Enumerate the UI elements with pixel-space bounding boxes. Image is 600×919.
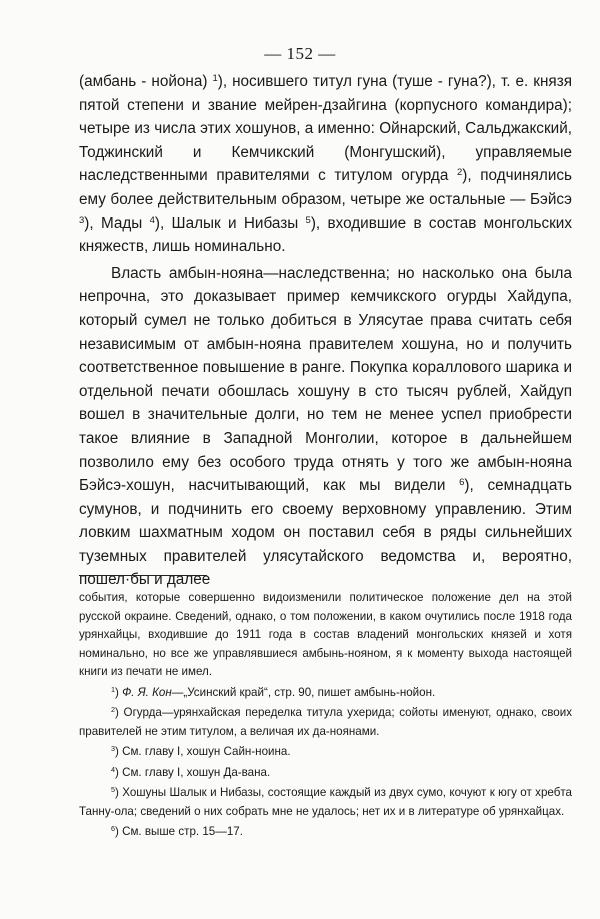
footnote-ref[interactable]: 3 <box>79 214 85 226</box>
footnotes <box>79 589 572 842</box>
footnote-mark: 4 <box>111 764 115 774</box>
footnote-mark: 2 <box>111 705 115 715</box>
footnote-mark: 5 <box>111 785 115 795</box>
footnote-2: $^2$) Огурда—урянхайская переделка титула ухерида; сойоты именуют, однако, своих правителей не этим титулом, а величая их да-ноянами. <box>79 705 572 738</box>
footnote-1: $^1$) Ф. Я. Кон—„Усинский край“, стр. 90, пишет амбынь-нойон. <box>111 684 436 699</box>
footnote-divider <box>79 575 207 576</box>
main-paragraph: (амбань - нойона) $^1$), носившего титул гуна (туше - гуна?), т. е. князя пятой степени и звание мейрен-дзайгина (корпусного командира); четыре из числа этих хошунов, а именно: Ойнарский, Сальджакский, Тоджинский и Кемчикский (Монгушский), управляемые наследственными правителями с титулом огурда $^2$), подчинялись ему более действительным образом, четыре же остальные — Бэйсэ $^3$), Мады $^4$), Шалык и Нибазы $^5$), входившие в состав монгольских княжеств, лишь номинально. <box>79 72 573 256</box>
footnote-6: $^6$) См. выше стр. 15—17. <box>111 824 243 838</box>
footnote-ref[interactable]: 1 <box>212 72 218 84</box>
footnote-mark: 6 <box>111 824 115 834</box>
footnote-ref[interactable]: 4 <box>149 214 155 226</box>
footnote-3: $^3$) См. главу I, хошун Сайн-ноина. <box>111 744 291 758</box>
footnote-ref[interactable]: 6 <box>459 476 465 488</box>
main-text <box>79 70 572 592</box>
footnote-continuation: события, которые совершенно видоизменили политическое положение дел на этой русской окраине. Сведений, однако, о том положении, в каком очутились после 1918 года урянхайцы, входившие до 1911 года в состав владений монгольских князей и хотя номинально, но все же управлявшиеся амбынь-нояном, я к моменту выхода настоящей книги из печати не имел. <box>79 591 572 678</box>
main-paragraph: Власть амбын-нояна—наследственна; но насколько она была непрочна, это доказывает пример кемчикского огурды Хайдупа, который сумел не только добиться в Улясутае права считать себя независимым от амбын-нояна правителем хошуна, но и получить соответственное повышение в ранге. Покупка кораллового шарика и отдельной печати обошлась хошуну в сто тысяч рублей, Хайдуп вошел в значительные долги, но тем не менее успел приобрести такое влияние в Западной Монголии, которое в дальнейшем позволило ему без особого труда отнять у того же амбын-нояна Бэйсэ-хошун, насчитывающий, как мы видели $^6$), семнадцать сумунов, и подчинить его своему верховному управлению. Этим ловким шахматным ходом он поставил себя в ряды сильнейших туземных правителей улясутайского ведомства и, вероятно, пошел·бы и далее <box>79 264 572 589</box>
page-number: — 152 — <box>264 44 336 63</box>
footnote-mark: 1 <box>111 684 115 694</box>
footnote-5: $^5$) Хошуны Шалык и Нибазы, состоящие каждый из двух сумо, кочуют к югу от хребта Танну-ола; сведений о них собрать мне не удалось; нет их и в литературе об урянхайцах. <box>79 785 572 818</box>
footnote-mark: 3 <box>111 744 115 754</box>
footnote-ref[interactable]: 2 <box>457 167 463 179</box>
footnote-ref[interactable]: 5 <box>305 214 311 226</box>
footnote-4: $^4$) См. главу I, хошун Да-вана. <box>111 764 271 779</box>
